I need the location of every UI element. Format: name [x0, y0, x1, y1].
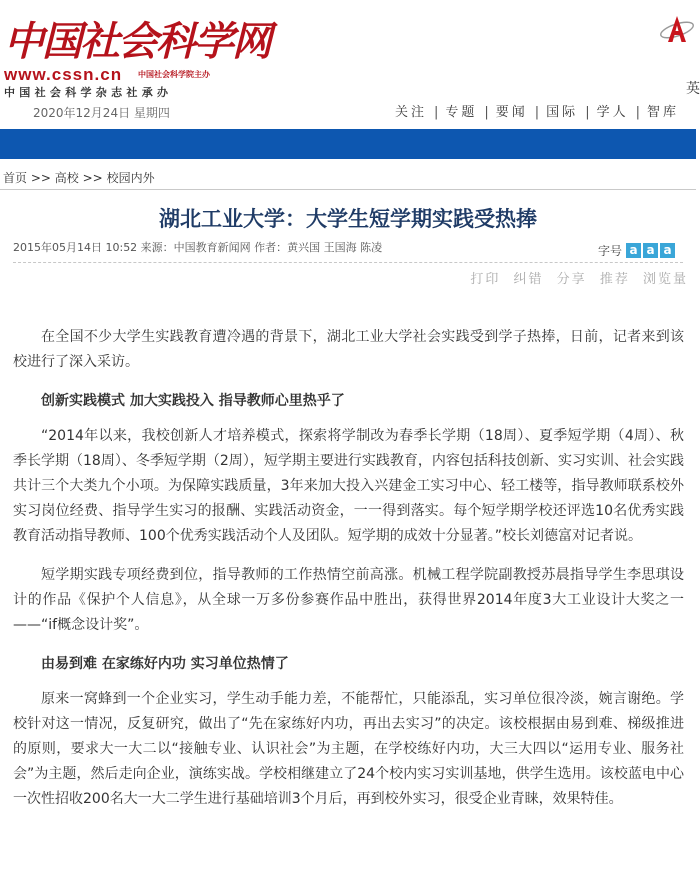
top-navigation: [390, 104, 684, 122]
font-size-large-button[interactable]: a: [626, 243, 641, 258]
nav-item-scholars[interactable]: 学人: [596, 105, 629, 120]
article-paragraph: 原来一窝蜂到一个企业实习，学生动手能力差，不能帮忙，只能添乱，实习单位很冷淡，婉言谢绝。学校针对这一情况，反复研究，做出了“先在家练好内功，再出去实习”的决定。该校根据由易到难、梯级推进的原则，要求大一大二以“接触专业、认识社会”为主题，在学校练好内功，大三大四以“运用专业、服务社会”为主题，然后走向企业，演练实战。学校相继建立了24个校内实习实训基地，供学生选用。该校蓝电中心一次性招收200名大一大二学生进行基础培训3个月后，再到校外实习，很受企业青睐，效果特佳。: [13, 691, 684, 807]
nav-separator: |: [635, 105, 640, 120]
font-size-medium-button[interactable]: a: [643, 243, 658, 258]
view-count: 浏览量: [642, 272, 688, 287]
site-logo-subtitle: 中国社会科学杂志社承办: [4, 86, 173, 99]
article-subheading: 由易到难 在家练好内功 实习单位热情了: [41, 656, 289, 672]
nav-item-topics[interactable]: 专题: [445, 105, 478, 120]
recommend-link[interactable]: 推荐: [599, 272, 630, 287]
language-switch[interactable]: 英: [686, 81, 700, 97]
meta-divider: [13, 262, 683, 263]
nav-separator: |: [534, 105, 540, 120]
font-size-switcher: [598, 240, 675, 256]
article-paragraph: 短学期实践专项经费到位，指导教师的工作热情空前高涨。机械工程学院副教授苏晨指导学生李思琪设计的作品《保护个人信息》，从全球一万多份参赛作品中胜出，获得世界2014年度3大工业设计大奖之一——“if概念设计奖”。: [13, 567, 684, 633]
site-logo-org: 中国社会科学院主办: [138, 70, 210, 79]
site-logo-url[interactable]: www.cssn.cn: [4, 65, 123, 84]
main-nav-bar: [0, 129, 696, 159]
breadcrumb: [3, 170, 155, 186]
font-size-small-button[interactable]: a: [660, 243, 675, 258]
report-error-link[interactable]: 纠错: [513, 272, 544, 287]
article-tools: [461, 271, 688, 289]
nav-separator: |: [585, 105, 590, 120]
breadcrumb-divider: [0, 189, 696, 190]
article-body: [13, 325, 684, 826]
current-date: 2020年12月24日 星期四: [33, 106, 170, 120]
print-link[interactable]: 打印: [470, 272, 501, 287]
site-logo-text[interactable]: 中国社会科学网: [4, 18, 270, 65]
article-title: 湖北工业大学：大学生短学期实践受热捧: [159, 207, 537, 231]
red-a-emblem-icon: [656, 10, 696, 50]
nav-item-follow[interactable]: 关注: [394, 105, 427, 120]
nav-item-thinktank[interactable]: 智库: [646, 105, 679, 120]
nav-separator: |: [484, 105, 489, 120]
article-meta: 2015年05月14日 10:52 来源：中国教育新闻网 作者：黄兴国 王国海 陈凌: [13, 241, 383, 254]
breadcrumb-separator: >>: [82, 171, 103, 185]
breadcrumb-universities[interactable]: 高校: [54, 171, 79, 185]
nav-item-international[interactable]: 国际: [546, 105, 579, 120]
nav-item-news[interactable]: 要闻: [495, 105, 528, 120]
breadcrumb-separator: >>: [30, 171, 51, 185]
breadcrumb-home[interactable]: 首页: [3, 171, 28, 185]
article-subheading: 创新实践模式 加大实践投入 指导教师心里热乎了: [41, 393, 345, 409]
article-paragraph: “2014年以来，我校创新人才培养模式，探索将学制改为春季长学期（18周）、夏季短学期（4周）、秋季长学期（18周）、冬季短学期（2周），短学期主要进行实践教育，内容包括科技创新、实习实训、社会实践共计三个大类九个小项。为保障实践质量，3年来加大投入兴建金工实习中心、轻工楼等，指导教师联系校外实习岗位经费、指导学生实习的报酬、实践活动资金，一一得到落实。每个短学期学校还评选10名优秀实践教育活动指导教师、100个优秀实践活动个人及团队。短学期的成效十分显著。”校长刘德富对记者说。: [13, 428, 684, 544]
font-size-label: 字号: [598, 244, 623, 258]
article-paragraph: 在全国不少大学生实践教育遭冷遇的背景下，湖北工业大学社会实践受到学子热捧，日前，记者来到该校进行了深入采访。: [13, 329, 684, 370]
breadcrumb-campus[interactable]: 校园内外: [106, 171, 155, 185]
share-link[interactable]: 分享: [556, 272, 587, 287]
nav-separator: |: [433, 105, 439, 120]
